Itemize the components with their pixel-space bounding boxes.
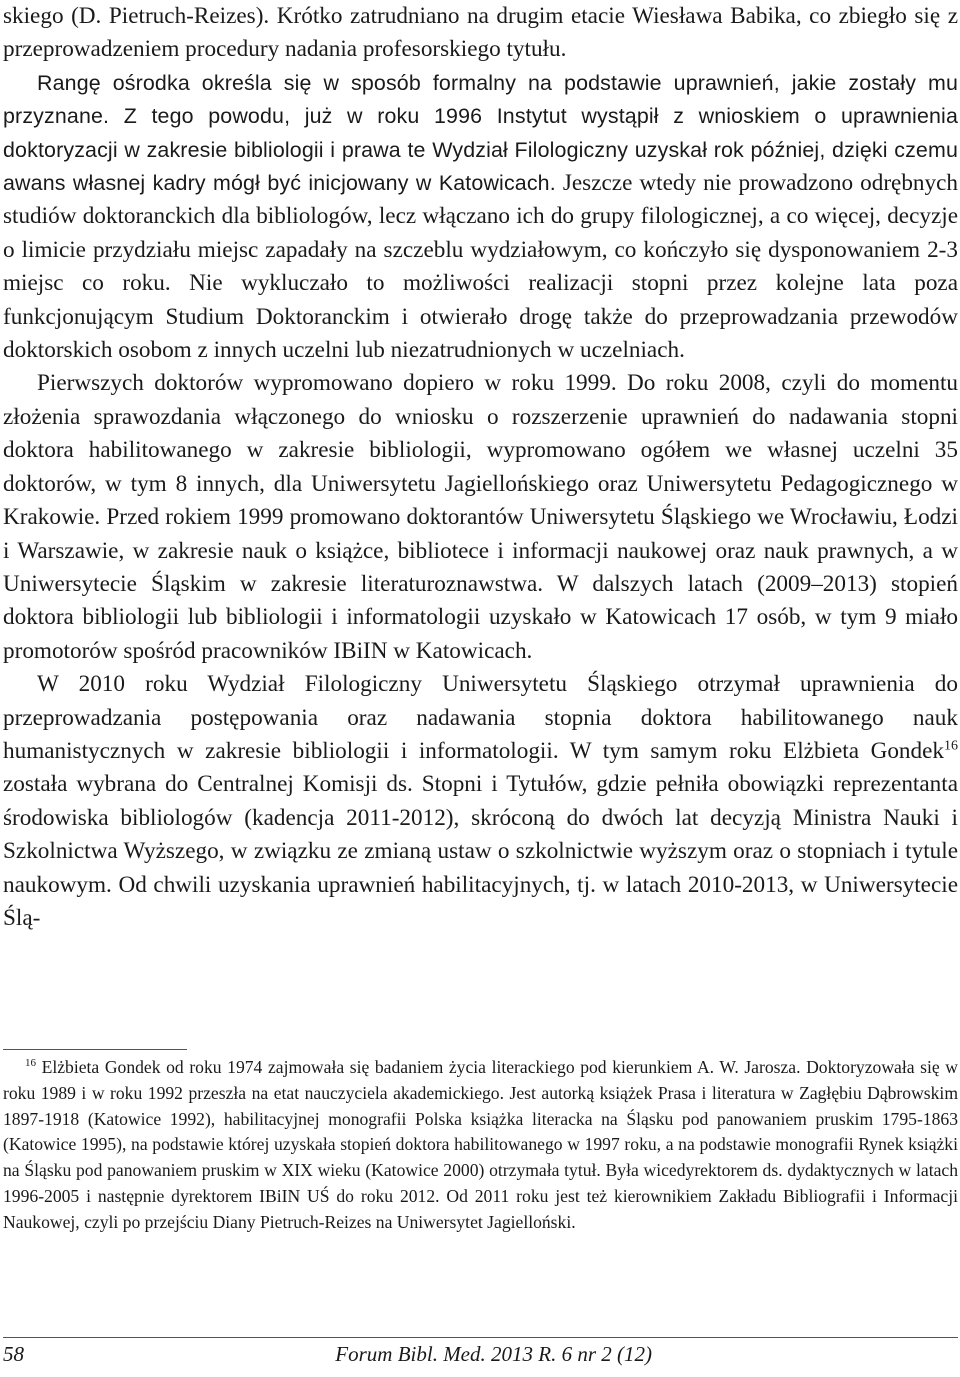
paragraph-2-sentence-2: Z tego powodu, już w roku 1996 Instytut wystąpił z wnioskiem o uprawnienia doktoryzacji w zakresie bibliologii i prawa te Wydział Filologiczny uzyskał rok później, dzięki czemu awans własnej kadry mógł być inicjowany w Katowicach. <box>3 104 958 196</box>
page-footer <box>3 1342 958 1372</box>
footnotes <box>3 1055 958 1236</box>
paragraph-4 <box>3 668 958 935</box>
paragraph-4-text-part-1: W 2010 roku Wydział Filologiczny Uniwersytetu Śląskiego otrzymał uprawnienia do przeprowadzania postępowania oraz nadawania stopnia doktora habilitowanego nauk humanistycznych w zakresie bibliologii i informatologii. W tym samym roku Elżbieta Gondek <box>3 671 958 764</box>
paragraph-1 <box>3 0 958 67</box>
footnote-16 <box>3 1055 958 1236</box>
paragraph-4-text-part-2: została wybrana do Centralnej Komisji ds. Stopni i Tytułów, gdzie pełniła obowiązki reprezentanta środowiska bibliologów (kadencja 2011-2012), skróconą do dwóch lat decyzją Ministra Nauki i Szkolnictwa Wyższego, w związku ze zmianą ustaw o szkolnictwie wyższym oraz o stopniach i tytule naukowym. Od chwili uzyskania uprawnień habilitacyjnych, tj. w latach 2010-2013, w Uniwersytecie Ślą- <box>3 771 958 931</box>
footnote-number: 16 <box>25 1057 36 1070</box>
paragraph-2-sentence-3: Jeszcze wtedy nie prowadzono odrębnych studiów doktoranckich dla bibliologów, lecz włączano ich do grupy filologicznej, a co więcej, decyzje o limicie przydziału miejsc zapadały na szczeblu wydziałowym, co kończyło się dysponowaniem 2-3 miejsc co roku. Nie wykluczało to możliwości realizacji stopni przez kolejne lata poza funkcjonującym Studium Doktoranckim i otwierało drogę także do przeprowadzania przewodów doktorskich osobom z innych uczelni lub niezatrudnionych w uczelniach. <box>3 170 958 364</box>
footnote-text: Elżbieta Gondek od roku 1974 zajmowała się badaniem życia literackiego pod kierunkiem A. W. Jarosza. Doktoryzowała się w roku 1989 i w roku 1992 przeszła na etat nauczyciela akademickiego. Jest autorką książek Prasa i literatura w Zagłębiu Dąbrowskim 1897-1918 (Katowice 1992), habilitacyjnej monografii Polska książka literacka na Śląsku pod panowaniem pruskim 1795-1863 (Katowice 1995), na podstawie której uzyskała stopień doktora habilitowanego w 1997 roku, a na podstawie monografii Rynek książki na Śląsku pod panowaniem pruskim w XIX wieku (Katowice 2000) otrzymała tytuł. Była wicedyrektorem ds. dydaktycznych w latach 1996-2005 i następnie dyrektorem IBiIN UŚ do roku 2012. Od 2011 roku jest też kierownikiem Zakładu Bibliografii i Informacji Naukowej, czyli po przejściu Diany Pietruch-Reizes na Uniwersytet Jagielloński. <box>3 1057 958 1232</box>
footer-separator <box>3 1337 958 1338</box>
paragraph-2-sentence-1: Rangę ośrodka określa się w sposób formalny na podstawie uprawnień, jakie zostały mu przyznane. <box>3 70 958 129</box>
body-text <box>3 0 958 935</box>
page-number: 58 <box>3 1342 24 1366</box>
footnote-separator <box>3 1049 187 1050</box>
paragraph-2 <box>3 67 958 368</box>
paragraph-1-text: skiego (D. Pietruch-Reizes). Krótko zatrudniano na drugim etacie Wiesława Babika, co zbiegło się z przeprowadzeniem procedury nadania profesorskiego tytułu. <box>3 3 958 63</box>
footnote-reference[interactable]: 16 <box>944 738 958 754</box>
paragraph-3 <box>3 367 958 668</box>
paragraph-3-text: Pierwszych doktorów wypromowano dopiero w roku 1999. Do roku 2008, czyli do momentu złożenia sprawozdania włączonego do wniosku o rozszerzenie uprawnień do nadawania stopni doktora habilitowanego w zakresie bibliologii, wypromowano ogółem we własnej uczelni 35 doktorów, w tym 8 innych, dla Uniwersytetu Jagiellońskiego oraz Uniwersytetu Pedagogicznego w Krakowie. Przed rokiem 1999 promowano doktorantów Uniwersytetu Śląskiego we Wrocławiu, Łodzi i Warszawie, w zakresie nauk o książce, bibliotece i informacji naukowej oraz nauk prawnych, a w Uniwersytecie Śląskim w zakresie literaturoznawstwa. W dalszych latach (2009–2013) stopień doktora bibliologii lub bibliologii i informatologii uzyskało w Katowicach 17 osób, w tym 9 miało promotorów spośród pracowników IBiIN w Katowicach. <box>3 370 958 664</box>
journal-reference: Forum Bibl. Med. 2013 R. 6 nr 2 (12) <box>335 1342 652 1366</box>
